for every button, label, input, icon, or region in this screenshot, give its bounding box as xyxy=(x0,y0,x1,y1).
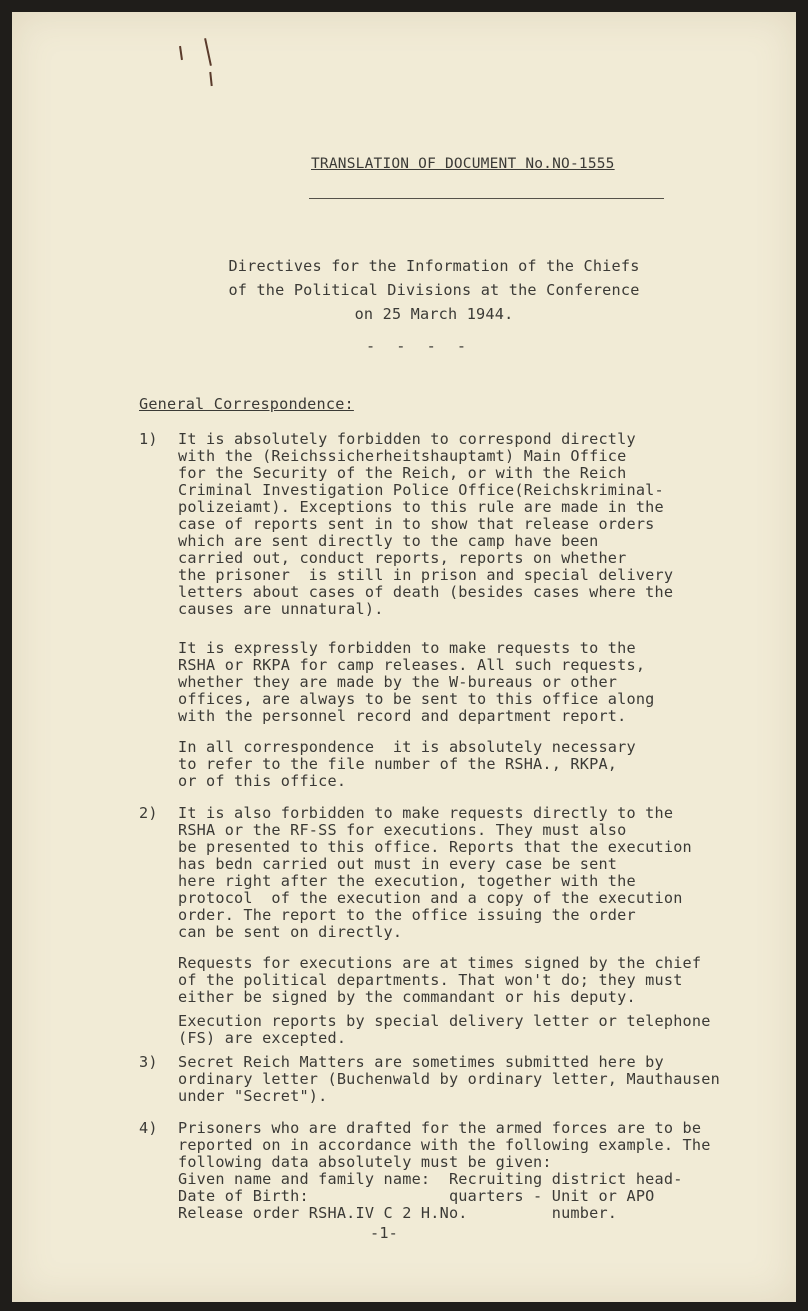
paragraph: In all correspondence it is absolutely necessary to refer to the file number of the RSHA., RKPA, or of this office. xyxy=(178,738,636,790)
section-title: General Correspondence: xyxy=(139,395,354,413)
paragraph: Secret Reich Matters are sometimes submitted here by ordinary letter (Buchenwald by ordinary letter, Mauthausen under "Secret"). xyxy=(178,1053,720,1105)
paragraph: Requests for executions are at times signed by the chief of the political departments. That won't do; they must either be signed by the commandant or his deputy. xyxy=(178,954,702,1006)
item-number: 2) xyxy=(139,804,158,822)
ink-mark xyxy=(204,38,212,66)
item-number: 1) xyxy=(139,430,158,448)
paragraph: Execution reports by special delivery letter or telephone (FS) are excepted. xyxy=(178,1012,711,1047)
heading-line-1: Directives for the Information of the Chiefs xyxy=(228,257,640,275)
ink-mark xyxy=(209,72,212,86)
heading-line-3: on 25 March 1944. xyxy=(354,305,514,323)
separator: - - - - xyxy=(366,337,473,355)
document-title: TRANSLATION OF DOCUMENT No.NO-1555 xyxy=(311,156,615,172)
heading-line-2: of the Political Divisions at the Conference xyxy=(228,281,640,299)
paragraph: It is expressly forbidden to make requests to the RSHA or RKPA for camp releases. All such requests, whether they are made by the W-bureaus or other offices, are always to be sent to this office along with the personnel record and department report. xyxy=(178,639,655,725)
item-number: 3) xyxy=(139,1053,158,1071)
paragraph: Prisoners who are drafted for the armed forces are to be reported on in accordance with the following example. The following data absolutely must be given: Given name and family name: Recruiting district head- Date of Birth: quarters - Unit or APO Release order RSHA.IV C 2 H.No. number. xyxy=(178,1119,711,1222)
paragraph: It is also forbidden to make requests directly to the RSHA or the RF-SS for executions. They must also be presented to this office. Reports that the execution has bedn carried out must in every case be sent here right after the execution, together with the protocol of the execution and a copy of the execution order. The report to the office issuing the order can be sent on directly. xyxy=(178,804,692,941)
title-underline xyxy=(309,198,664,199)
ink-mark xyxy=(179,46,183,60)
item-number: 4) xyxy=(139,1119,158,1137)
page-number: -1- xyxy=(370,1224,399,1242)
paragraph: It is absolutely forbidden to correspond directly with the (Reichssicherheitshauptamt) Main Office for the Security of the Reich, or with the Reich Criminal Investigation Police Office(Reichskriminal- polizeiamt). Exceptions to this rule are made in the case of reports sent in to show that release orders which are sent directly to the camp have been carried out, conduct reports, reports on whether the prisoner is still in prison and special delivery letters about cases of death (besides cases where the causes are unnatural). xyxy=(178,430,674,618)
